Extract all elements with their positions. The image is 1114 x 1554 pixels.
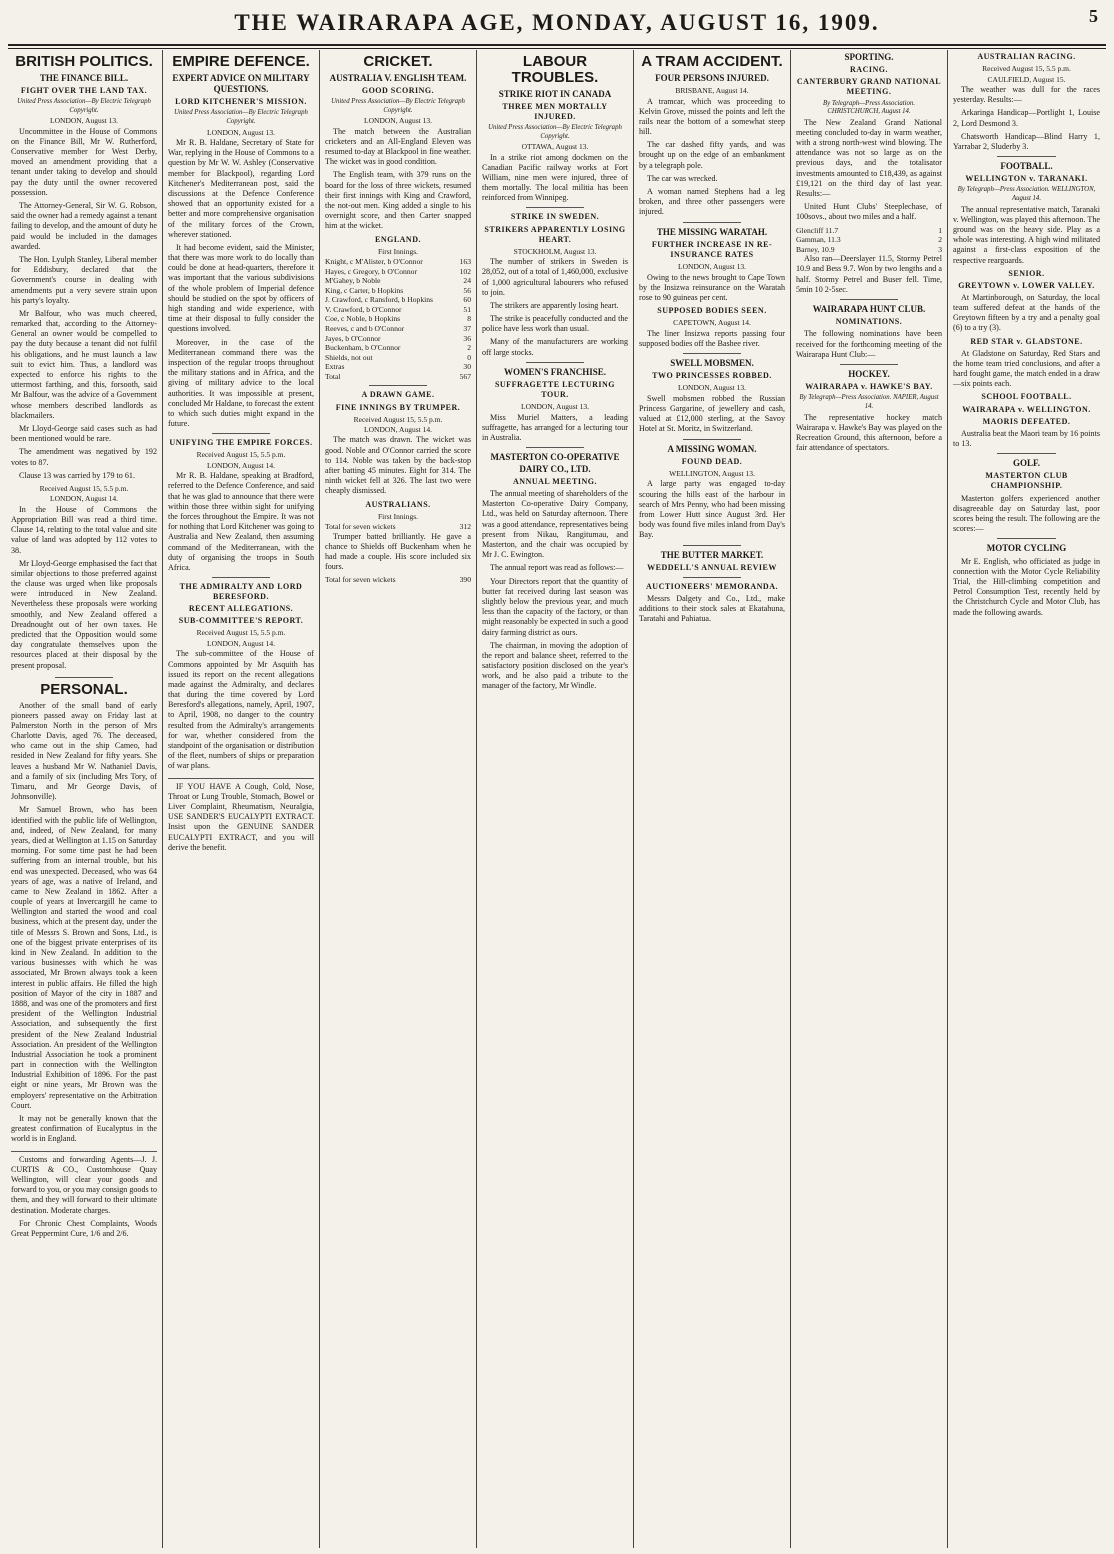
subhead: RED STAR v. GLADSTONE. (970, 336, 1083, 346)
divider (997, 453, 1056, 454)
paragraph: It may not be generally known that the greatest confirmation of Eucalyptus in the world is in England. (11, 1114, 157, 1144)
scorecard-row (325, 334, 471, 344)
paragraph: United Hunt Clubs' Steeplechase, of 100sovs., about two miles and a half. (796, 202, 942, 222)
paragraph: Trumper batted brilliantly. He gave a chance to Shields off Buckenham when he had made a couple. His score included six fours. (325, 531, 471, 572)
paragraph: Chatsworth Handicap—Blind Harry 1, Yarrabar 2, Sluderby 3. (953, 131, 1100, 151)
paragraph: The Attorney-General, Sir W. G. Robson, said the owner had a remedy against a tenant failing to develop, and the amount of duty he paid would be included in the damages awarded. (11, 201, 157, 251)
column-6 (791, 50, 948, 1548)
subhead: FURTHER INCREASE IN RE-INSURANCE RATES (651, 239, 773, 259)
paragraph: Mr E. English, who officiated as judge in connection with the Motor Cycle Reliability Trial, the Hill-climbing competition and Petrol Consumption Test, recently held by the Christchurch Cycle and Motor Club, has made the following awards. (953, 556, 1100, 617)
masthead-title: THE WAIRARAPA AGE, MONDAY, AUGUST 16, 1909. (234, 10, 880, 35)
dateline: LONDON, August 13. (678, 262, 746, 272)
paragraph: The annual report was read as follows:— (490, 563, 624, 573)
paragraph: Australia beat the Maori team by 16 points to 13. (953, 428, 1100, 448)
dateline: LONDON, August 14. (50, 494, 118, 504)
scores-subtitle: First Innings. (377, 511, 418, 521)
subhead: WELLINGTON v. TARANAKI. (965, 174, 1088, 184)
paragraph: The number of strikers in Sweden is 28,052, out of a total of 1,460,000, exclusive of 1,000 agricultural labourers who refused to join. (482, 257, 628, 297)
row-label: Knight, c M'Alister, b O'Connor (325, 257, 423, 267)
scorecard-row (325, 314, 471, 324)
column-3 (320, 50, 477, 1548)
dateline: CAULFIELD, August 15. (987, 74, 1066, 84)
scorecard-row (325, 295, 471, 305)
divider (526, 362, 584, 363)
subhead: THE MISSING WARATAH. (656, 226, 768, 237)
scorecard-row (325, 353, 471, 363)
paragraph: The annual representative match, Taranaki v. Wellington, was played this afternoon. The ground was on the heavy side. Play as a whole was interesting. A high wind militated against a first-class exposition of the respective rearguards. (953, 204, 1100, 265)
row-value: 0 (467, 352, 471, 362)
paragraph: The chairman, in moving the adoption of the report and balance sheet, referred to the satisfactory position disclosed on the year's work, and he also paid a tribute to the manager of the factory, Mr Windle. (482, 640, 628, 691)
subhead: STRIKE IN SWEDEN. (510, 212, 600, 222)
scorecard-row (325, 343, 471, 353)
subhead: HOCKEY. (848, 368, 890, 379)
advertisement (168, 778, 314, 853)
paragraph: The car dashed fifty yards, and was brought up on the edge of an embankment by a telegraph pole. (639, 140, 785, 170)
headline-labour-troubles: LABOUR TROUBLES. (511, 53, 599, 86)
dateline: LONDON, August 13. (364, 116, 432, 126)
subhead: MASTERTON CO-OPERATIVE DAIRY CO., LTD. (490, 452, 620, 474)
article-empire-defence (168, 54, 314, 772)
article-sporting (796, 52, 942, 453)
dateline: STOCKHOLM, August 13. (513, 246, 597, 256)
subhead: GREYTOWN v. LOWER VALLEY. (958, 280, 1095, 290)
paragraph: The car was wrecked. (647, 173, 718, 183)
race-results-table (796, 226, 942, 255)
dateline: LONDON, August 14. (207, 638, 275, 648)
scores-subtitle: First Innings. (377, 246, 418, 256)
paragraph: The following nominations have been received for the forthcoming meeting of the Wairarapa Hunt Club:— (796, 329, 942, 359)
row-value: 56 (463, 285, 471, 295)
dateline: OTTAWA, August 13. (521, 142, 589, 152)
paragraph: Moreover, in the case of the Mediterranean command there was the inspection of the regular troops throughout the military stations and in Africa, and the giving of military advice to the local authorities. It was impossible at present, concluded Mr Haldane, to forecast the extent to which such duties might expand in the future. (168, 337, 314, 429)
article-personal (11, 682, 157, 1145)
page-number: 5 (1089, 6, 1098, 26)
subhead: STRIKE RIOT IN CANADA (498, 88, 612, 99)
paragraph: The sub-committee of the House of Commons appointed by Mr Asquith has issued its report on the recent allegations made against the Admiralty, and declares that during the time covered by Lord Beresford's allegations, namely, April, 1907, to April, 1908, no danger to the country resulted from the Admiralty's arrangements for war, whether considered from the standpoint of the organisation or distribution of the fleet, numbers of ships or preparation of war plans. (168, 649, 314, 771)
received-line: Received August 15, 5.5 p.m. (39, 483, 129, 493)
dateline: WELLINGTON, August 13. (669, 468, 755, 478)
paragraph: The weather was dull for the races yesterday. Results:— (953, 84, 1100, 105)
row-value: 51 (463, 304, 471, 314)
ad-text: For Chronic Chest Complaints, Woods Great Peppermint Cure, 1/6 and 2/6. (11, 1218, 157, 1238)
paragraph: The match between the Australian cricketers and an All-England Eleven was resumed to-day at Blackpool in fine weather. The wicket was in good condition. (325, 126, 471, 167)
scorecard-row (325, 267, 471, 277)
subhead: MASTERTON CLUB CHAMPIONSHIP. (985, 471, 1068, 491)
divider (683, 439, 741, 440)
credit-line: United Press Association—By Electric Telegraph Copyright. (174, 109, 308, 126)
paragraph: Mr Balfour, who was much cheered, remarked that, according to the Attorney-General an owner would be compelled to pay the duty because a tenant did not fulfil his obligations, and he must launch a law suit to evict him. Thus, a landlord was expected to enforce his rights to the uttermost farthing, and this, forsooth, said Mr Balfour, was the advice of a Government whose members described landlords as blackmailers. (11, 308, 157, 420)
subhead: ANNUAL MEETING. (513, 476, 597, 486)
race-result-row (796, 235, 942, 245)
paragraph: It had become evident, said the Minister, that there was more work to do locally than could be done at head-quarters, therefore it was important that the various subdivisions of the whole problem of Imperial defence should be studied on the spot by officers of high standing and wide experience, with time at their disposal to fully consider the questions involved. (168, 242, 314, 334)
scorecard-row (325, 257, 471, 267)
paragraph: Many of the manufacturers are working off large stocks. (482, 337, 628, 357)
scorecard-row (325, 372, 471, 382)
paragraph: Clause 13 was carried by 179 to 61. (19, 470, 135, 480)
article-british-politics (11, 54, 157, 671)
row-label: Shields, not out (325, 352, 373, 362)
divider (683, 577, 741, 578)
race-result-row (796, 245, 942, 255)
row-value: 2 (938, 235, 942, 245)
row-label: J. Crawford, c Ransford, b Hopkins (325, 295, 433, 305)
row-value: 2 (467, 343, 471, 353)
paragraph: Swell mobsmen robbed the Russian Princess Gargarine, of jewellery and cash, valued at £12,000 sterling, at the Savoy Hotel at St. Moritz, in Switzerland. (639, 393, 785, 434)
paragraph: A tramcar, which was proceeding to Kelvin Grove, missed the points and left the rails near the bottom of a somewhat steep hill. (639, 96, 785, 137)
column-7 (948, 50, 1105, 1548)
row-value: 567 (459, 371, 471, 381)
subhead: SWELL MOBSMEN. (670, 357, 754, 368)
article-tram-accident (639, 54, 785, 625)
subhead: MOTOR CYCLING (986, 543, 1067, 554)
article-cricket (325, 54, 471, 585)
row-value: 60 (463, 295, 471, 305)
subhead: FIGHT OVER THE LAND TAX. (20, 86, 148, 96)
race-result-row (796, 226, 942, 236)
dateline: LONDON, August 13. (521, 402, 589, 412)
subhead: RECENT ALLEGATIONS. (188, 604, 294, 614)
row-value: 3 (938, 244, 942, 254)
divider (526, 447, 584, 448)
scorecard-row (325, 305, 471, 315)
received-line: Received August 15, 5.5 p.m. (353, 414, 443, 424)
row-value: 24 (463, 276, 471, 286)
paragraph: The annual meeting of shareholders of the Masterton Co-operative Dairy Company, Ltd., was held on Saturday afternoon. There was a good attendance, representatives being present from Nikau, Rangitumau, and Masterton, and the chair was occupied by Mr J. C. Ewington. (482, 489, 628, 560)
dateline: LONDON, August 13. (678, 383, 746, 393)
paragraph: Mr Lloyd-George emphasised the fact that similar objections to those preferred against the clause was urged when like proposals were introduced in New Zealand. Nevertheless these proposals were working smoothly, and New Zealand offered a Dreadnought out of her own taxes. He predicted that the Opposition would some day congratulate themselves upon the resources placed at their disposal by the present proposal. (11, 558, 157, 670)
paragraph: A woman named Stephens had a leg broken, and three other passengers were injured. (639, 187, 785, 217)
divider (840, 299, 898, 300)
subhead: EXPERT ADVICE ON MILITARY QUESTIONS. (172, 72, 310, 95)
row-value: 8 (467, 314, 471, 324)
article-labour-troubles (482, 54, 628, 692)
paragraph: Mr R. B. Haldane, speaking at Bradford, referred to the Defence Conference, and said that he was glad to announce that there were within those three within sight for unifying the forces throughout the Empire. It was not for nothing that Lord Kitchener was going to Australia and New Zealand, then assuming command of the Mediterranean, with the duty of organising the troops in South Africa. (168, 471, 314, 572)
divider (55, 677, 113, 678)
paragraph: The English team, with 379 runs on the board for the loss of three wickets, resumed their first innings with King and Crawford, the not-out men. King added a single to his overnight score, and then Carter snapped him at the wicket. (325, 170, 471, 231)
headline-tram-accident: A TRAM ACCIDENT. (641, 53, 783, 70)
subhead: WAIRARAPA v. HAWKE'S BAY. (805, 382, 933, 392)
headline-empire-defence: EMPIRE DEFENCE. (172, 53, 310, 70)
dateline: BRISBANE, August 14. (675, 86, 749, 96)
divider (212, 577, 270, 578)
column-2 (163, 50, 320, 1548)
credit-line: United Press Association—By Electric Telegraph Copyright. (331, 98, 465, 114)
credit-line: By Telegraph—Press Association. CHRISTCHURCH, August 14. (822, 99, 916, 116)
paragraph: The Hon. Lyulph Stanley, Liberal member for Eddisbury, declared that the Government's course in dealing with amendments put a very severe strain upon his party's loyalty. (11, 254, 157, 305)
divider (526, 207, 584, 208)
row-label: Coe, c Noble, b Hopkins (325, 314, 401, 324)
column-1 (6, 50, 163, 1548)
subhead: FOUND DEAD. (681, 456, 743, 466)
divider (997, 156, 1056, 157)
scores-title: ENGLAND. (374, 234, 421, 244)
subhead: AUSTRALIAN RACING. (977, 52, 1076, 61)
headline-british-politics: BRITISH POLITICS. (15, 53, 153, 70)
scorecard-total (325, 522, 471, 532)
received-line: Received August 15, 5.5 p.m. (196, 628, 286, 638)
subhead: WAIRARAPA v. WELLINGTON. (962, 404, 1091, 414)
total-label: Total for seven wickets (325, 522, 396, 532)
masthead-rule (8, 44, 1106, 49)
row-label: Barney, 10.9 (796, 244, 835, 254)
subhead: UNIFYING THE EMPIRE FORCES. (169, 438, 313, 448)
dateline: LONDON, August 14. (207, 460, 275, 470)
received-line: Received August 15, 5.5 p.m. (982, 64, 1071, 74)
subhead: NOMINATIONS. (835, 317, 903, 327)
subhead: GOOD SCORING. (361, 86, 435, 96)
divider (369, 385, 427, 386)
row-value: 36 (463, 333, 471, 343)
paragraph: In the House of Commons the Appropriation Bill was read a third time. Clause 14, relating to the total value and site value of land was adopted by 112 votes to 38. (11, 504, 157, 555)
article-australian-racing (953, 52, 1100, 618)
paragraph: The liner Insizwa reports passing four supposed bodies off the Bashee river. (639, 328, 785, 348)
row-value: 37 (463, 324, 471, 334)
subhead: THE ADMIRALTY AND LORD BERESFORD. (179, 582, 303, 602)
subhead: THREE MEN MORTALLY INJURED. (502, 101, 608, 121)
scorecard-row (325, 286, 471, 296)
dateline: CAPETOWN, August 14. (673, 318, 751, 328)
headline-cricket: CRICKET. (363, 53, 433, 70)
paragraph: Your Directors report that the quantity of butter fat received during last season was slightly below the previous year, and much less than the capacity of the factory, or than might reasonably be expected in such a good dairy farming district as ours. (482, 576, 628, 637)
subhead: FOUR PERSONS INJURED. (655, 72, 769, 83)
row-label: Jayes, b O'Connor (325, 333, 381, 343)
subhead: STRIKERS APPARENTLY LOSING HEART. (484, 224, 626, 244)
paragraph: The strike is peacefully conducted and the police have less work than usual. (482, 314, 628, 334)
credit-line: By Telegraph—Press Association. NAPIER, August 14. (799, 394, 939, 410)
columns (6, 50, 1108, 1548)
subhead: SCHOOL FOOTBALL. (981, 392, 1072, 402)
subhead: A MISSING WOMAN. (667, 443, 757, 454)
credit-line: United Press Association—By Electric Telegraph Copyright. (488, 123, 622, 140)
row-label: Glencliff 11.7 (796, 225, 839, 235)
subhead: LORD KITCHENER'S MISSION. (175, 97, 307, 107)
paragraph: Mr Samuel Brown, who has been identified with the public life of Wellington, and, indeed, of New Zealand, for many years, died at Wellington at 1.15 on Saturday morning. For some time past he had been suffering from an internal trouble, but his end was unexpected. Deceased, who was 64 years of age, was a native of Ireland, and came to New Zealand in 1862. After a couple of years at Invercargill he came to Wellington and started the wood and coal business, which at the present day, under the title of Messrs S. Brown and Sons, Ltd., is one of the biggest private enterprises of its kind in New Zealand. In addition to the various businesses with which he was associated, Mr Brown always took a keen interest in public affairs. He filled the high position of Mayor of the city in 1887 and 1888, and was one of the promoters and first president of the Wellington Industrial Association, and subsequently the first president of the New Zealand Industrial Association. An president of the Wellington Industrial Association he took a prominent part in connection with the Wellington Industrial Exhibition of 1896. For the past eight or nine years, Mr Brown was the employers' representative on the Arbitration Court. (11, 805, 157, 1110)
row-label: Buckenham, b O'Connor (325, 343, 401, 353)
divider (997, 538, 1056, 539)
total-label: Total for seven wickets (325, 575, 396, 585)
subhead: SUPPOSED BODIES SEEN. (657, 306, 767, 316)
section-title-sporting: SPORTING. (844, 52, 894, 62)
paragraph: Messrs Dalgety and Co., Ltd., make additions to their stock sales at Ekatahuna, Taratahi and Pahiatua. (639, 594, 785, 624)
paragraph: Owing to the news brought to Cape Town by the Insizwa reinsurance on the Waratah rose to 90 guineas per cent. (639, 272, 785, 302)
row-label: Total (325, 371, 341, 381)
total-value: 312 (459, 522, 471, 532)
subhead: FINE INNINGS BY TRUMPER. (335, 402, 461, 412)
total-value: 390 (459, 575, 471, 585)
paragraph: The match was drawn. The wicket was good. Noble and O'Connor carried the score to 114. Noble was taken by the back-stop after batting 45 minutes. Eight for 314. The ninth wicket fell at 326. The last two were cheaply dismissed. (325, 435, 471, 496)
row-label: King, c Carter, b Hopkins (325, 285, 404, 295)
dateline: LONDON, August 13. (207, 127, 275, 137)
dateline: LONDON, August 13. (50, 116, 118, 126)
subhead: THE FINANCE BILL. (39, 72, 129, 83)
row-value: 163 (459, 257, 471, 267)
row-label: V. Crawford, b O'Connor (325, 304, 402, 314)
paragraph: At Gladstone on Saturday, Red Stars and the home team tried conclusions, and after a hard fought game, the match ended in a draw—six points each. (953, 348, 1100, 389)
subhead: WOMEN'S FRANCHISE. (503, 366, 606, 377)
subhead: AUCTIONEERS' MEMORANDA. (646, 581, 778, 591)
subhead: THE BUTTER MARKET. (660, 549, 764, 560)
ad-text: Customs and forwarding Agents—J. J. CURTIS & CO., Customhouse Quay Wellington, will clear your goods and forward to you, or you may consign goods to them, and they will forward to their ultimate destination. Moderate charges. (11, 1154, 157, 1215)
received-line: Received August 15, 5.5 p.m. (196, 450, 286, 460)
divider (212, 433, 270, 434)
row-value: 102 (459, 266, 471, 276)
subhead: CANTERBURY GRAND NATIONAL MEETING. (796, 77, 942, 97)
paragraph: The strikers are apparently losing heart. (490, 300, 619, 310)
divider (840, 364, 898, 365)
scorecard-total (325, 575, 471, 585)
dateline: LONDON, August 14. (364, 425, 432, 435)
paragraph: In a strike riot among dockmen on the Canadian Pacific railway works at Fort William, nine men were injured, three of them mortally. The local militia has been reinforced from Winnipeg. (482, 152, 628, 203)
scorecard-row (325, 276, 471, 286)
scorecard-row (325, 362, 471, 372)
paragraph: Uncommittee in the House of Commons on the Finance Bill, Mr W. Rutherford, Conservative member for West Derby, moved an amendment providing that a tenant under taking to develop and should pay the duty until the owner recovered possession. (11, 126, 157, 197)
row-label: Gamman, 11.3 (796, 235, 841, 245)
paragraph: Masterton golfers experienced another disagreeable day on Saturday last, poor scores being the result. The following are the scores:— (953, 493, 1100, 534)
paragraph: Mr Lloyd-George said cases such as had been mentioned would be rare. (11, 423, 157, 444)
ad-text: IF YOU HAVE A Cough, Cold, Nose, Throat or Lung Trouble, Stomach, Bowel or Liver Complaint, Rheumatism, Neuralgia, USE SANDER'S EUCALYPTI EXTRACT. Insist upon the GENUINE SANDER EUCALYPTI EXTRACT, and you will derive the benefit. (168, 781, 314, 852)
subhead: GOLF. (1013, 458, 1040, 469)
row-value: 1 (938, 225, 942, 235)
paragraph: The representative hockey match Wairarapa v. Hawke's Bay was played on the Recreation Ground, this afternoon, before a fair attendance of spectators. (796, 412, 942, 453)
paragraph: At Martinborough, on Saturday, the local team suffered defeat at the hands of the Greytown fifteen by a try and a penalty goal (6) to a try (3). (953, 292, 1100, 333)
scores-title: AUSTRALIANS. (365, 499, 431, 509)
subhead: MAORIS DEFEATED. (982, 416, 1071, 426)
row-label: M'Gahey, b Noble (325, 276, 381, 286)
subhead: AUSTRALIA V. ENGLISH TEAM. (329, 72, 467, 83)
subhead: WEDDELL'S ANNUAL REVIEW (647, 562, 777, 572)
subhead: WAIRARAPA HUNT CLUB. (812, 304, 926, 314)
paragraph: Miss Muriel Matters, a leading suffragette, has arranged for a lecturing tour in Australia. (482, 412, 628, 443)
row-label: Extras (325, 362, 345, 372)
paragraph: Arkaringa Handicap—Portlight 1, Louise 2, Lord Desmond 3. (953, 108, 1100, 128)
subhead: TWO PRINCESSES ROBBED. (652, 371, 772, 381)
paragraph: The New Zealand Grand National meeting concluded to-day in warm weather, with a strong north-west wind blowing. The attendance was not so large as on the previous days, and the totalisator investments amounted to £18,439, as against £19,121 on the third day of last year. Results:— (796, 117, 942, 198)
subhead: SENIOR. (1008, 268, 1045, 278)
credit-line: United Press Association—By Electric Telegraph Copyright. (17, 98, 151, 114)
row-value: 30 (463, 362, 471, 372)
scorecard-row (325, 324, 471, 334)
row-label: Reeves, c and b O'Connor (325, 324, 405, 334)
paragraph: Mr R. B. Haldane, Secretary of State for War, replying in the House of Commons to a question by Mr W. W. Ashley (Conservative member for Blackpool), regarding Lord Kitchener's Mediterranean post, said the discussions at the Defence Conference showed that an opportunity existed for a better and more comprehensive organisation of the military forces of the Crown, wherever stationed. (168, 138, 314, 239)
divider (683, 545, 741, 546)
subhead: SUFFRAGETTE LECTURING TOUR. (494, 380, 616, 400)
subhead: A DRAWN GAME. (361, 390, 435, 400)
column-4 (477, 50, 634, 1548)
divider (683, 222, 741, 223)
paragraph: Also ran—Deerslayer 11.5, Stormy Petrel 10.9 and Bess 9.7. Won by two lengths and a half. Stormy Petrel and Buser fell. Time, 5min 10 2-5sec. (796, 254, 942, 294)
headline-personal: PERSONAL. (40, 680, 128, 698)
paragraph: A large party was engaged to-day scouring the hills east of the harbour in search of Mrs Penny, who had been missing from Lower Hutt since August 3rd. Her body was found five miles inland from Day's Bay. (639, 479, 785, 540)
paragraph: The amendment was negatived by 192 votes to 87. (11, 447, 157, 467)
subhead: SUB-COMMITTEE'S REPORT. (178, 616, 304, 626)
advertisement (11, 1151, 157, 1240)
subhead: RACING. (850, 65, 888, 75)
subhead: FOOTBALL. (1000, 161, 1053, 172)
column-5 (634, 50, 791, 1548)
row-label: Hayes, c Gregory, b O'Connor (325, 266, 417, 276)
scorecard-table (325, 257, 471, 381)
divider (683, 353, 741, 354)
paragraph: Another of the small band of early pioneers passed away on Friday last at Palmerston North in the person of Mrs Charlotte Davis, aged 76. The deceased, who came out in the ship Cameo, had resided in New Zealand for fifty years. She leaves a husband Mr W. Nathaniel Davis, and a family of six (including Mrs Tory, of Timaru, and Mr George Davis, of Johnsonville). (11, 700, 157, 802)
credit-line: By Telegraph—Press Association. WELLINGTON, August 14. (957, 186, 1096, 203)
